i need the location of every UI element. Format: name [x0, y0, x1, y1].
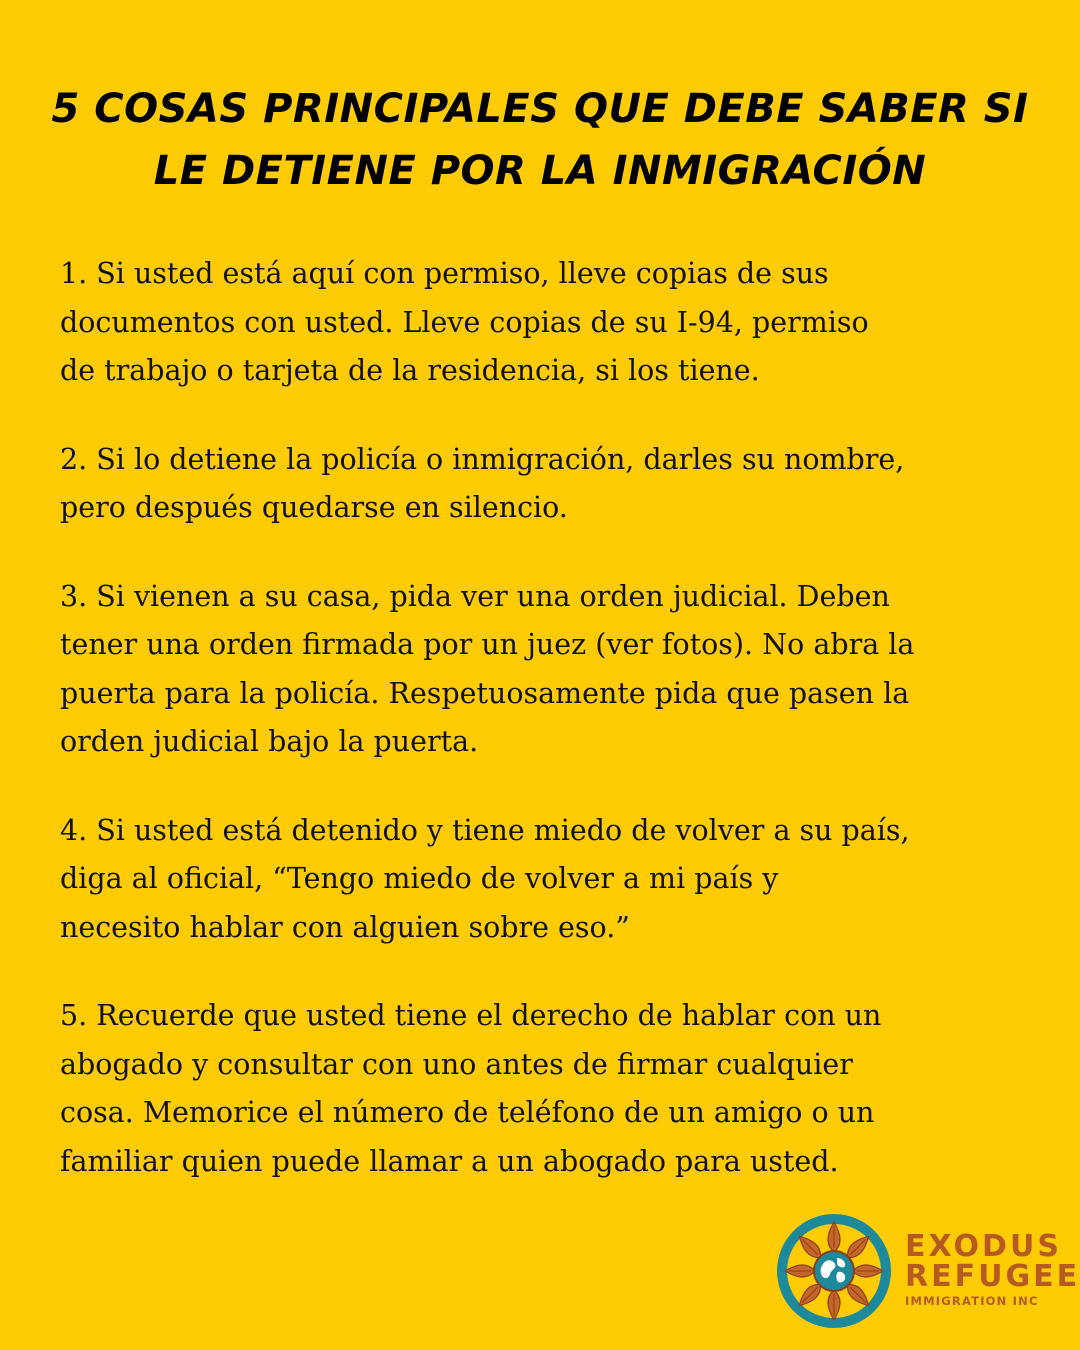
tip-item-2 [60, 436, 1022, 533]
tip-item-3 [60, 573, 1022, 767]
tip-4-line-2: diga al oficial, “Tengo miedo de volver a mi país y [60, 862, 779, 895]
tip-3-line-3: puerta para la policía. Respetuosamente pida que pasen la [60, 676, 910, 710]
tip-2-line-1: 2. Si lo detiene la policía o inmigración, darles su nombre, [60, 442, 905, 476]
logo-line-refugee: REFUGEE [905, 1259, 1080, 1294]
tip-4-line-3: necesito hablar con alguien sobre eso.” [60, 910, 630, 944]
exodus-logo [775, 1212, 1080, 1332]
tip-item-4 [60, 807, 1022, 953]
tip-3-line-1: 3. Si vienen a su casa, pida ver una orden judicial. Deben [60, 579, 890, 613]
title-line-2: LE DETIENE POR LA INMIGRACIÓN [153, 148, 927, 194]
tip-1-line-1: 1. Si usted está aquí con permiso, lleve copias de sus [60, 257, 829, 290]
tip-4-line-1: 4. Si usted está detenido y tiene miedo de volver a su país, [60, 813, 910, 847]
tip-5-line-1: 5. Recuerde que usted tiene el derecho de hablar con un [60, 999, 882, 1032]
title-line-1: 5 COSAS PRINCIPALES QUE DEBE SABER SI [51, 86, 1029, 132]
tip-5-line-4: familiar quien puede llamar a un abogado para usted. [60, 1144, 839, 1178]
tip-2-line-2: pero después quedarse en silencio. [60, 491, 568, 524]
flower-globe-icon [775, 1212, 893, 1330]
tip-item-1 [60, 250, 1022, 396]
logo-line-immigration: IMMIGRATION INC [905, 1294, 1039, 1308]
tip-item-5 [60, 992, 1022, 1186]
tip-5-line-2: abogado y consultar con uno antes de firmar cualquier [60, 1047, 853, 1081]
logo-line-exodus: EXODUS [905, 1229, 1062, 1264]
logo-wordmark [905, 1229, 1080, 1308]
page-title [20, 78, 1060, 202]
tip-1-line-3: de trabajo o tarjeta de la residencia, si los tiene. [60, 354, 760, 387]
tip-5-line-3: cosa. Memorice el número de teléfono de un amigo o un [60, 1096, 875, 1129]
tip-3-line-2: tener una orden firmada por un juez (ver fotos). No abra la [60, 628, 915, 661]
tips-list [60, 250, 1022, 1226]
tip-1-line-2: documentos con usted. Lleve copias de su I-94, permiso [60, 305, 869, 339]
tip-3-line-4: orden judicial bajo la puerta. [60, 725, 479, 758]
